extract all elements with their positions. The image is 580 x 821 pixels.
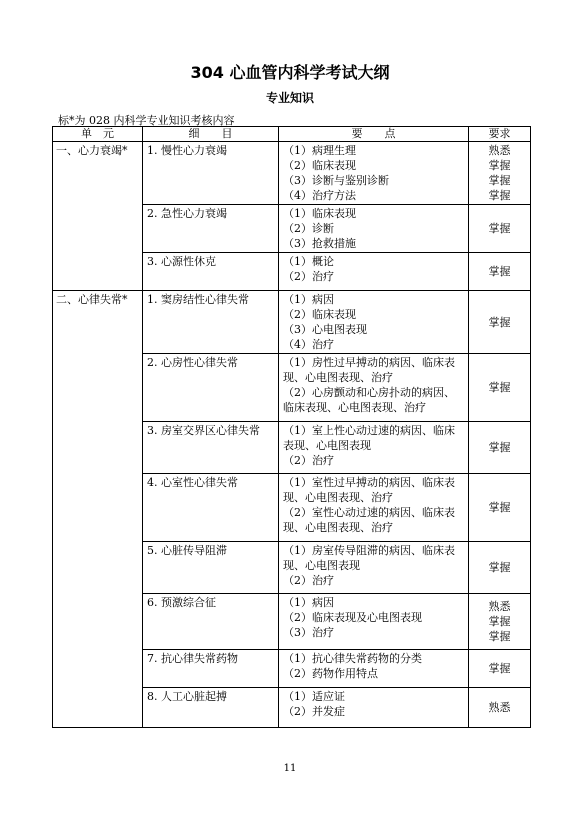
req-text: 掌握 bbox=[488, 222, 511, 235]
table-body bbox=[53, 142, 531, 728]
point-text: （2）并发症 bbox=[283, 705, 345, 718]
table-row bbox=[53, 142, 531, 205]
point-text: （1）房室传导阻滞的病因、临床表现、心电图表现 bbox=[283, 544, 455, 572]
points-cell bbox=[279, 253, 469, 291]
req-text: 熟悉 bbox=[488, 600, 511, 613]
item-cell: 7. 抗心律失常药物 bbox=[143, 650, 279, 688]
page-title: 304 心血管内科学考试大纲 bbox=[190, 63, 390, 82]
req-cell bbox=[469, 542, 531, 594]
req-cell bbox=[469, 422, 531, 474]
item-cell: 3. 房室交界区心律失常 bbox=[143, 422, 279, 474]
header-points: 要 点 bbox=[279, 127, 469, 142]
points-cell bbox=[279, 594, 469, 650]
req-text: 掌握 bbox=[488, 615, 511, 628]
point-text: （2）治疗 bbox=[283, 270, 334, 283]
req-text: 掌握 bbox=[488, 662, 511, 675]
item-cell: 1. 慢性心力衰竭 bbox=[143, 142, 279, 205]
points-cell bbox=[279, 422, 469, 474]
point-text: （4）治疗 bbox=[283, 338, 334, 351]
point-text: （2）药物作用特点 bbox=[283, 667, 378, 680]
req-cell bbox=[469, 688, 531, 728]
point-text: （2）诊断 bbox=[283, 222, 334, 235]
req-text: 掌握 bbox=[488, 381, 511, 394]
point-text: （1）适应证 bbox=[283, 690, 345, 703]
point-text: （1）病因 bbox=[283, 293, 334, 306]
req-text: 掌握 bbox=[488, 501, 511, 514]
req-text: 掌握 bbox=[488, 315, 511, 329]
point-text: （3）抢救措施 bbox=[283, 237, 356, 250]
point-text: （2）心房颤动和心房扑动的病因、临床表现、心电图表现、治疗 bbox=[283, 386, 455, 414]
point-text: （2）治疗 bbox=[283, 454, 334, 467]
item-cell: 2. 心房性心律失常 bbox=[143, 354, 279, 422]
req-cell bbox=[469, 291, 531, 354]
item-cell: 2. 急性心力衰竭 bbox=[143, 205, 279, 253]
points-cell bbox=[279, 474, 469, 542]
point-text: （4）治疗方法 bbox=[283, 189, 356, 202]
req-text: 掌握 bbox=[488, 630, 511, 643]
req-cell bbox=[469, 253, 531, 291]
point-text: （3）治疗 bbox=[283, 626, 334, 639]
item-cell: 5. 心脏传导阻滞 bbox=[143, 542, 279, 594]
point-text: （2）临床表现 bbox=[283, 308, 356, 321]
req-text: 熟悉 bbox=[488, 144, 511, 157]
section-subtitle: 专业知识 bbox=[265, 91, 314, 105]
req-cell bbox=[469, 354, 531, 422]
point-text: （2）室性心动过速的病因、临床表现、心电图表现、治疗 bbox=[283, 506, 455, 534]
unit-cell: 二、心律失常* bbox=[53, 291, 143, 728]
points-cell bbox=[279, 688, 469, 728]
req-text: 掌握 bbox=[488, 265, 511, 278]
points-cell bbox=[279, 142, 469, 205]
req-text: 掌握 bbox=[488, 159, 511, 172]
req-text: 熟悉 bbox=[488, 701, 511, 714]
table-header-row bbox=[53, 127, 531, 142]
points-cell bbox=[279, 291, 469, 354]
req-text: 掌握 bbox=[488, 441, 511, 454]
item-cell: 8. 人工心脏起搏 bbox=[143, 688, 279, 728]
req-text: 掌握 bbox=[488, 174, 511, 187]
point-text: （1）房性过早搏动的病因、临床表现、心电图表现、治疗 bbox=[283, 356, 455, 384]
point-text: （1）病理生理 bbox=[283, 144, 356, 157]
req-text: 掌握 bbox=[488, 189, 511, 202]
point-text: （1）室性过早搏动的病因、临床表现、心电图表现、治疗 bbox=[283, 476, 455, 504]
header-req: 要求 bbox=[469, 127, 531, 142]
point-text: （2）临床表现及心电图表现 bbox=[283, 611, 422, 624]
point-text: （2）临床表现 bbox=[283, 159, 356, 172]
item-cell: 3. 心源性休克 bbox=[143, 253, 279, 291]
point-text: （1）临床表现 bbox=[283, 207, 356, 220]
item-cell: 6. 预激综合征 bbox=[143, 594, 279, 650]
points-cell bbox=[279, 205, 469, 253]
point-text: （3）诊断与鉴别诊断 bbox=[283, 174, 389, 187]
table-row bbox=[53, 291, 531, 354]
point-text: （1）室上性心动过速的病因、临床表现、心电图表现 bbox=[283, 424, 455, 452]
page-number: 11 bbox=[283, 763, 297, 774]
point-text: （1）概论 bbox=[283, 255, 334, 268]
item-cell: 1. 窦房结性心律失常 bbox=[143, 291, 279, 354]
header-unit: 单 元 bbox=[53, 127, 143, 142]
req-cell bbox=[469, 650, 531, 688]
point-text: （2）治疗 bbox=[283, 574, 334, 587]
table-note: 标*为 028 内科学专业知识考核内容 bbox=[58, 114, 235, 127]
unit-cell: 一、心力衰竭* bbox=[53, 142, 143, 291]
points-cell bbox=[279, 542, 469, 594]
req-cell bbox=[469, 142, 531, 205]
point-text: （3）心电图表现 bbox=[283, 323, 367, 336]
req-cell bbox=[469, 205, 531, 253]
req-cell bbox=[469, 474, 531, 542]
point-text: （1）病因 bbox=[283, 596, 334, 609]
req-cell bbox=[469, 594, 531, 650]
header-item: 细 目 bbox=[143, 127, 279, 142]
points-cell bbox=[279, 650, 469, 688]
points-cell bbox=[279, 354, 469, 422]
item-cell: 4. 心室性心律失常 bbox=[143, 474, 279, 542]
point-text: （1）抗心律失常药物的分类 bbox=[283, 652, 422, 665]
syllabus-table bbox=[52, 126, 531, 728]
req-text: 掌握 bbox=[488, 561, 511, 574]
